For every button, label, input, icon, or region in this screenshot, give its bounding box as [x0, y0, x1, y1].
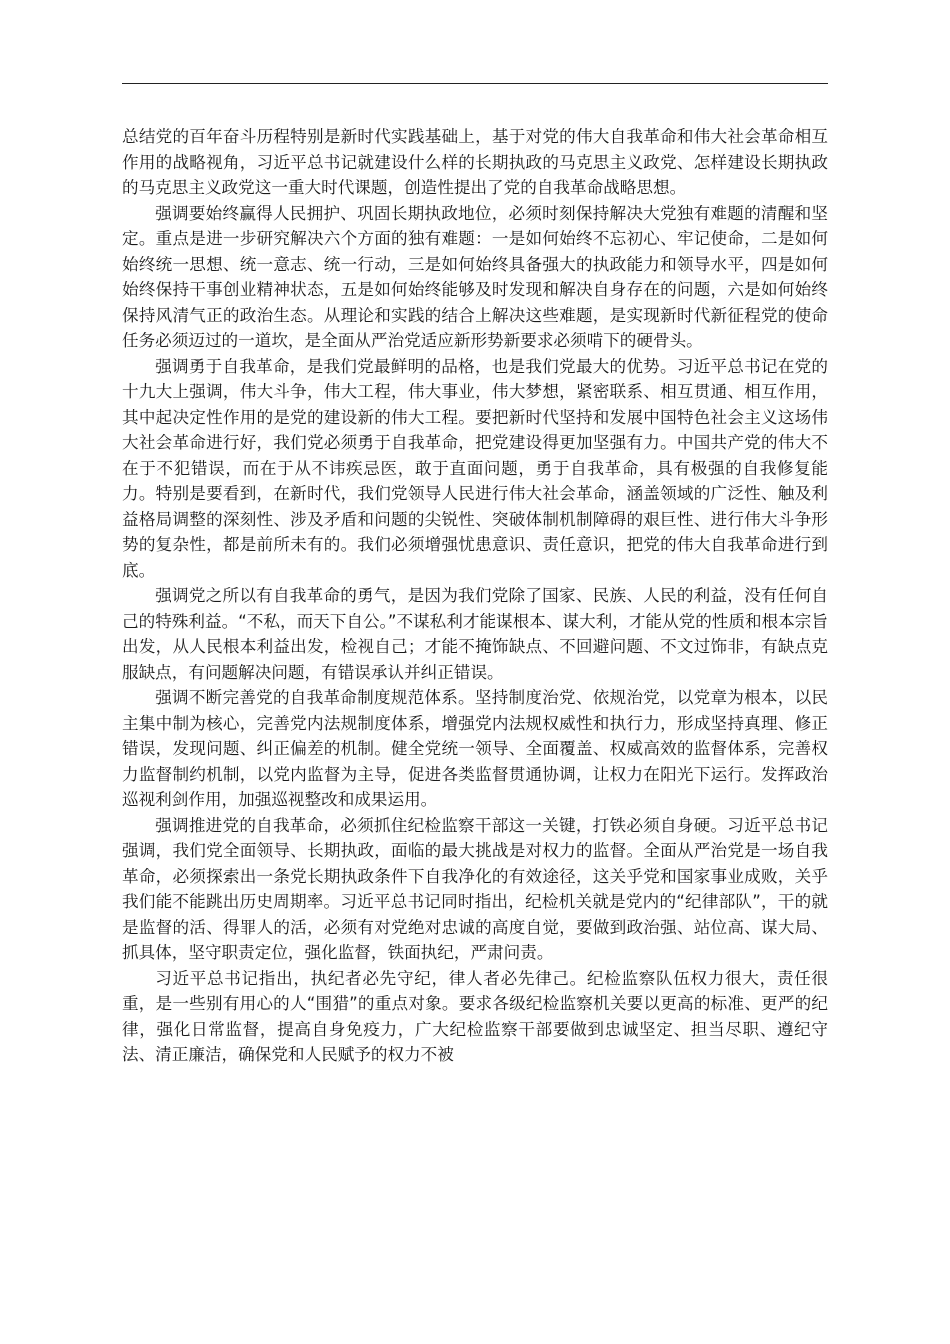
- paragraph-5: 强调不断完善党的自我革命制度规范体系。坚持制度治党、依规治党，以党章为根本，以民主集中制为核心，完善党内法规制度体系，增强党内法规权威性和执行力，形成坚持真理、修正错误，发现问题、纠正偏差的机制。健全党统一领导、全面覆盖、权威高效的监督体系，完善权力监督制约机制，以党内监督为主导，促进各类监督贯通协调，让权力在阳光下运行。发挥政治巡视利剑作用，加强巡视整改和成果运用。: [122, 688, 828, 809]
- paragraph-4: 强调党之所以有自我革命的勇气，是因为我们党除了国家、民族、人民的利益，没有任何自己的特殊利益。“不私，而天下自公。”不谋私利才能谋根本、谋大利，才能从党的性质和根本宗旨出发，从人民根本利益出发，检视自己；才能不掩饰缺点、不回避问题、不文过饰非，有缺点克服缺点，有问题解决问题，有错误承认并纠正错误。: [122, 586, 828, 682]
- header-rule: [122, 83, 828, 84]
- paragraph-1: 总结党的百年奋斗历程特别是新时代实践基础上，基于对党的伟大自我革命和伟大社会革命相互作用的战略视角，习近平总书记就建设什么样的长期执政的马克思主义政党、怎样建设长期执政的马克思主义政党这一重大时代课题，创造性提出了党的自我革命战略思想。: [122, 127, 828, 197]
- paragraph-3: 强调勇于自我革命，是我们党最鲜明的品格，也是我们党最大的优势。习近平总书记在党的十九大上强调，伟大斗争，伟大工程，伟大事业，伟大梦想，紧密联系、相互贯通、相互作用，其中起决定性作用的是党的建设新的伟大工程。要把新时代坚持和发展中国特色社会主义这场伟大社会革命进行好，我们党必须勇于自我革命，把党建设得更加坚强有力。中国共产党的伟大不在于不犯错误，而在于从不讳疾忌医，敢于直面问题，勇于自我革命，具有极强的自我修复能力。特别是要看到，在新时代，我们党领导人民进行伟大社会革命，涵盖领域的广泛性、触及利益格局调整的深刻性、涉及矛盾和问题的尖锐性、突破体制机制障碍的艰巨性、进行伟大斗争形势的复杂性，都是前所未有的。我们必须增强忧患意识、责任意识，把党的伟大自我革命进行到底。: [122, 356, 828, 580]
- paragraph-6: 强调推进党的自我革命，必须抓住纪检监察干部这一关键，打铁必须自身硬。习近平总书记强调，我们党全面领导、长期执政，面临的最大挑战是对权力的监督。全面从严治党是一场自我革命，必须探索出一条党长期执政条件下自我净化的有效途径，这关乎党和国家事业成败，关乎我们能不能跳出历史周期率。习近平总书记同时指出，纪检机关就是党内的“纪律部队”，干的就是监督的活、得罪人的活，必须有对党绝对忠诚的高度自觉，要做到政治强、站位高、谋大局、抓具体，坚守职责定位，强化监督，铁面执纪，严肃问责。: [122, 815, 828, 962]
- paragraph-2: 强调要始终赢得人民拥护、巩固长期执政地位，必须时刻保持解决大党独有难题的清醒和坚定。重点是进一步研究解决六个方面的独有难题：一是如何始终不忘初心、牢记使命，二是如何始终统一思想、统一意志、统一行动，三是如何始终具备强大的执政能力和领导水平，四是如何始终保持干事创业精神状态，五是如何始终能够及时发现和解决自身存在的问题，六是如何始终保持风清气正的政治生态。从理论和实践的结合上解决这些难题，是实现新时代新征程党的使命任务必须迈过的一道坎，是全面从严治党适应新形势新要求必须啃下的硬骨头。: [122, 203, 828, 350]
- document-body: [122, 124, 828, 1068]
- paragraph-7: 习近平总书记指出，执纪者必先守纪，律人者必先律己。纪检监察队伍权力很大，责任很重，是一些别有用心的人“围猎”的重点对象。要求各级纪检监察机关要以更高的标准、更严的纪律，强化日常监督，提高自身免疫力，广大纪检监察干部要做到忠诚坚定、担当尽职、遵纪守法、清正廉洁，确保党和人民赋予的权力不被: [122, 968, 828, 1064]
